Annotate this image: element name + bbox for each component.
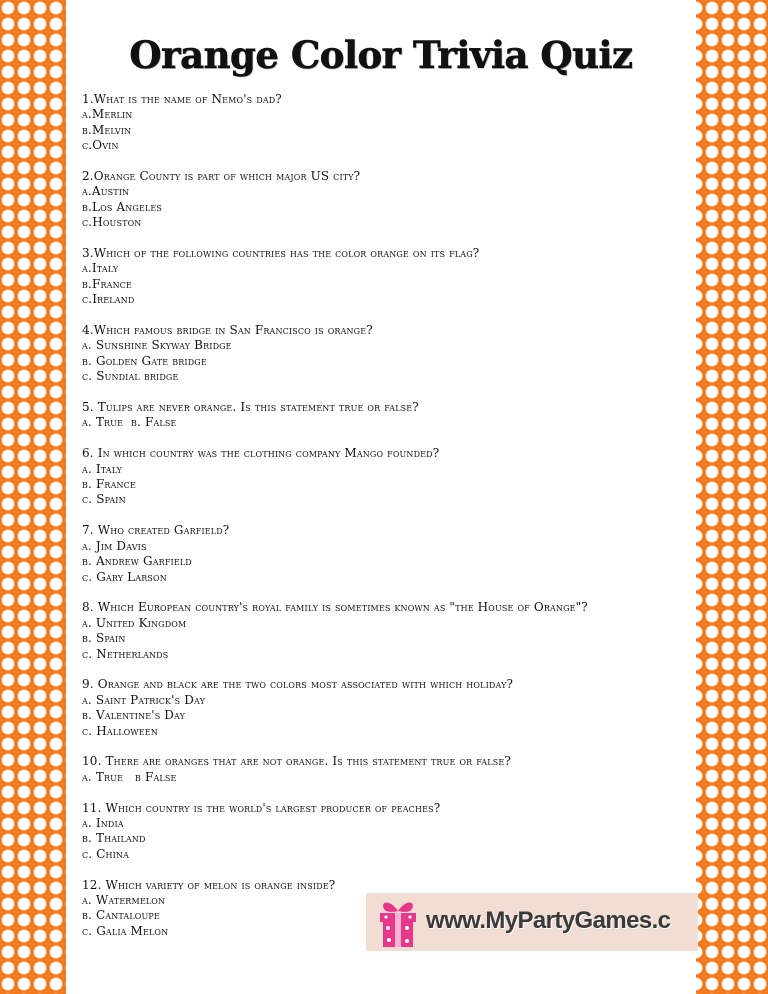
question-text: 10. There are oranges that are not orange. Is this statement true or false? (82, 754, 511, 769)
answer-option: a. Saint Patrick's Day (82, 692, 205, 707)
question-text: 4.Which famous bridge in San Francisco is orange? (82, 323, 373, 338)
answer-option: a.Austin (82, 184, 130, 199)
answer-option: b. Golden Gate bridge (82, 353, 207, 368)
answer-row (82, 770, 698, 785)
answer-row (82, 415, 698, 430)
answer-option: a. Sunshine Skyway Bridge (82, 338, 232, 353)
answer-option: c. Halloween (82, 723, 158, 738)
answer-option: b False (134, 769, 177, 784)
answer-option: a.Merlin (82, 107, 133, 122)
answer-option: b. Andrew Garfield (82, 554, 192, 569)
answer-option: c. Galia Melon (82, 923, 169, 938)
question-6 (82, 446, 698, 508)
answer-option: c. Gary Larson (82, 569, 167, 584)
question-1 (82, 92, 698, 154)
gift-icon (374, 897, 422, 949)
question-text: 1.What is the name of Nemo's dad? (82, 92, 282, 106)
question-text: 5. Tulips are never orange. Is this statement true or false? (82, 400, 419, 415)
answer-option: c.Ovin (82, 138, 119, 153)
answer-option: a.Italy (82, 261, 119, 276)
question-2 (82, 169, 698, 231)
answer-option: a. India (82, 815, 124, 830)
question-9 (82, 677, 698, 739)
question-text: 3.Which of the following countries has the color orange on its flag? (82, 246, 480, 261)
answer-option: b. Thailand (82, 831, 146, 846)
answer-option: c.Houston (82, 215, 142, 230)
quiz-sheet (66, 0, 696, 994)
question-text: 7. Who created Garfield? (82, 523, 230, 538)
answer-option: b. Spain (82, 631, 126, 646)
answer-option: a. Jim Davis (82, 538, 147, 553)
question-text: 2.Orange County is part of which major US city? (82, 169, 361, 184)
question-text: 9. Orange and black are the two colors most associated with which holiday? (82, 677, 514, 692)
question-text: 6. In which country was the clothing company Mango founded? (82, 446, 440, 461)
question-8 (82, 600, 698, 662)
answer-option: c. China (82, 846, 130, 861)
question-text: 12. Which variety of melon is orange inside? (82, 877, 336, 892)
question-5 (82, 400, 698, 431)
question-text: 8. Which European country's royal family is sometimes known as "the House of Orange"? (82, 600, 588, 615)
answer-option: b. France (82, 477, 136, 492)
website-banner (366, 893, 698, 951)
question-10 (82, 754, 698, 785)
answer-option: a. United Kingdom (82, 615, 187, 630)
answer-option: b. False (131, 415, 177, 430)
answer-option: b. Valentine's Day (82, 708, 186, 723)
answer-option: b.France (82, 276, 132, 291)
answer-option: b.Los Angeles (82, 199, 162, 214)
answer-option: a. Italy (82, 461, 123, 476)
question-7 (82, 523, 698, 585)
page-title: Orange Color Trivia Quiz (129, 33, 633, 77)
answer-option: a. Watermelon (82, 892, 166, 907)
question-4 (82, 323, 698, 385)
answer-option: a. True (82, 415, 124, 430)
answer-option: b. Cantaloupe (82, 908, 160, 923)
answer-option: c.Ireland (82, 292, 135, 307)
question-list (82, 92, 698, 955)
answer-option: c. Spain (82, 492, 126, 507)
answer-option: c. Sundial bridge (82, 369, 179, 384)
website-url: www.MyPartyGames.c (426, 907, 671, 934)
answer-option: c. Netherlands (82, 646, 169, 661)
answer-option: b.Melvin (82, 122, 132, 137)
question-text: 11. Which country is the world's largest producer of peaches? (82, 800, 441, 815)
question-11 (82, 801, 698, 863)
answer-option: a. True (82, 769, 124, 784)
question-3 (82, 246, 698, 308)
